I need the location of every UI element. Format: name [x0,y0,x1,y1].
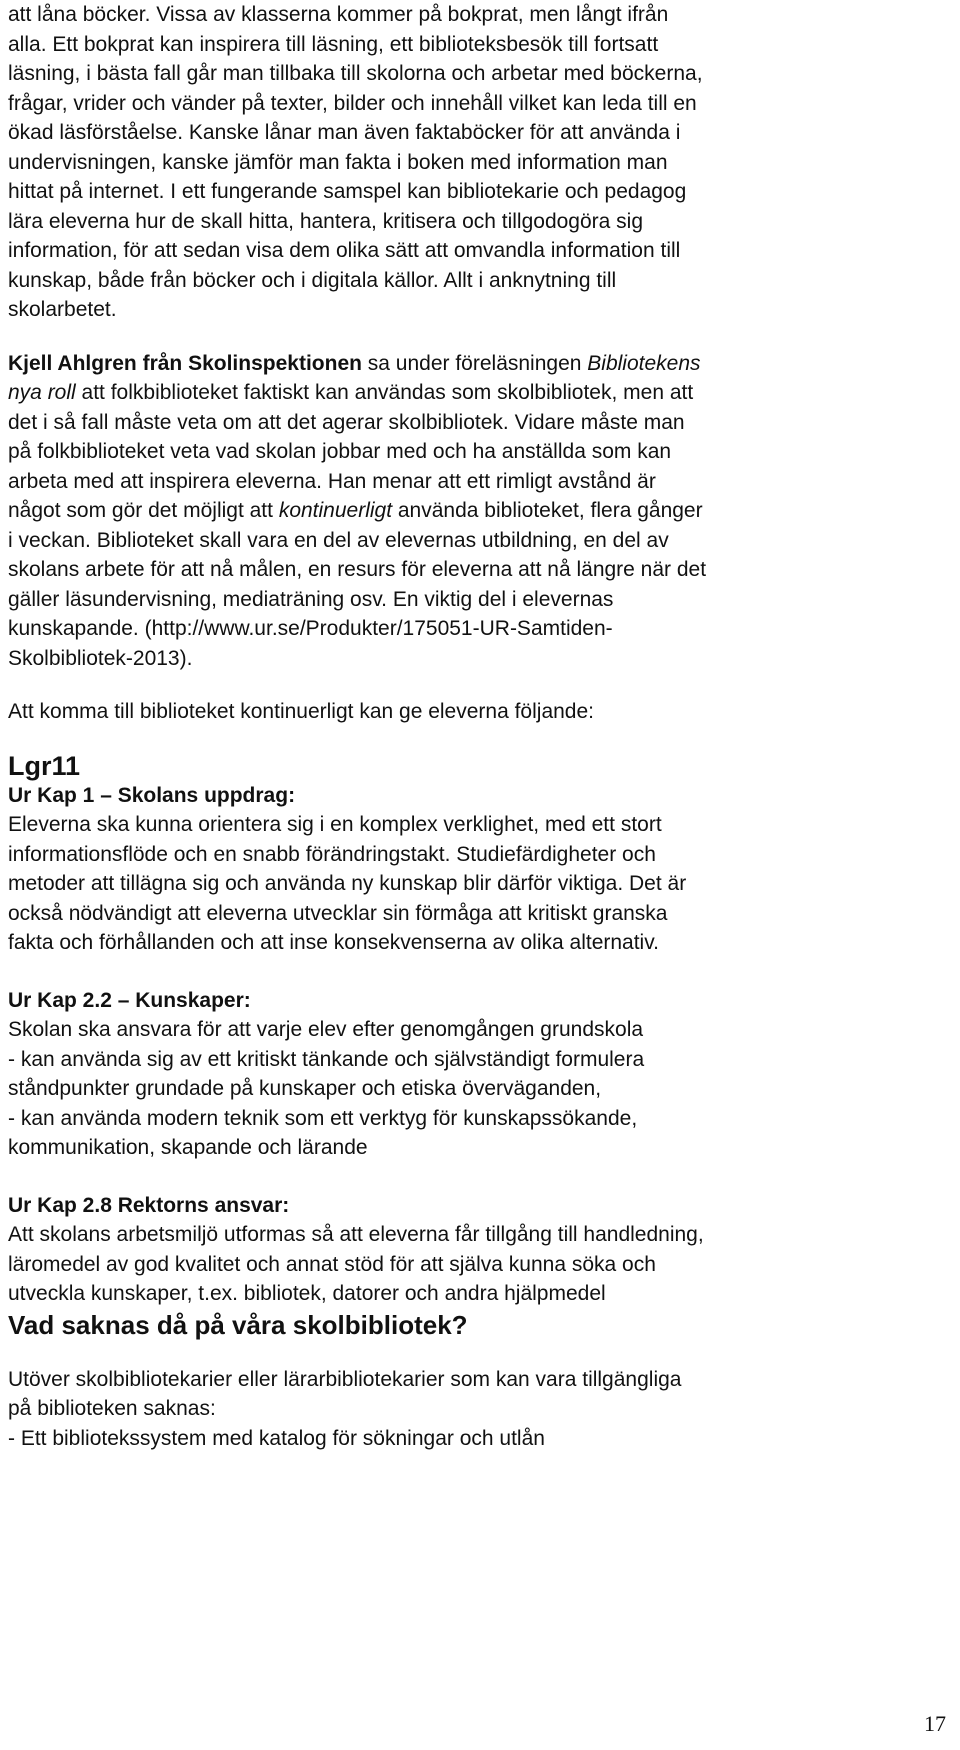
text-line: på folkbiblioteket veta vad skolan jobbar med och ha anställda som kan [8,440,672,463]
text-line [8,378,952,408]
emphasis: kontinuerligt [278,499,393,522]
lgr11-section [8,751,952,1309]
text-line: gäller läsundervisning, mediaträning osv. En viktig del i elevernas [8,587,614,611]
speaker-name: Kjell Ahlgren från Skolinspektionen [8,351,362,375]
text-line: arbeta med att inspirera eleverna. Han menar att ett rimligt avstånd är [8,469,656,493]
text-line: kunskapande. (http://www.ur.se/Produkter/175051-UR-Samtiden- [8,617,613,640]
text-line: skolans arbete för att nå målen, en resurs för eleverna att nå längre när det [8,558,707,581]
page-number: 17 [924,1711,946,1736]
text-line: Utöver skolbibliotekarier eller lärarbibliotekarier som kan vara tillgängliga [8,1367,682,1391]
section-heading: Vad saknas då på våra skolbibliotek? [8,1309,468,1340]
text-line: i veckan. Biblioteket skall vara en del av elevernas utbildning, en del av [8,528,669,552]
text-line: metoder att tillägna sig och använda ny kunskap blir därför viktiga. Det är [8,872,687,895]
text-line: lära eleverna hur de skall hitta, hantera, kritisera och tillgodogöra sig [8,209,644,233]
text-line: också nödvändigt att eleverna utvecklar sin förmåga att kritiskt granska [8,901,668,925]
text-line: alla. Ett bokprat kan inspirera till läsning, ett biblioteksbesök till fortsatt [8,32,659,56]
text-line: ståndpunkter grundade på kunskaper och etiska överväganden, [8,1077,602,1100]
text-line: på biblioteken saknas: [8,1397,216,1420]
section-title: Lgr11 [8,750,81,781]
text-line: ökad läsförståelse. Kanske lånar man även faktaböcker för att använda i [8,121,681,144]
paragraph-bokprat [8,0,952,325]
text-line: att låna böcker. Vissa av klasserna kommer på bokprat, men långt ifrån [8,3,669,26]
lecture-title-cont: nya roll [8,381,76,404]
document-page [8,0,952,1453]
text-line: det i så fall måste veta om att det agerar skolbibliotek. Vidare måste man [8,410,685,434]
text-line: Eleverna ska kunna orientera sig i en komplex verklighet, med ett stort [8,813,662,836]
text-line: kunskap, både från böcker och i digitala källor. Allt i anknytning till [8,268,617,292]
intro-line: Att komma till biblioteket kontinuerligt kan ge eleverna följande: [8,700,594,723]
text-line: Skolan ska ansvara för att varje elev efter genomgången grundskola [8,1018,644,1041]
text-line [8,349,952,379]
text-line: kommunikation, skapande och lärande [8,1136,368,1159]
text-span: att folkbiblioteket faktiskt kan användas som skolbibliotek, men att [75,381,694,404]
subsection-heading: Ur Kap 2.8 Rektorns ansvar: [8,1193,290,1217]
paragraph-kjell-ahlgren [8,349,952,674]
text-line: läsning, i bästa fall går man tillbaka till skolorna och arbetar med böckerna, [8,62,703,85]
text-line: information, för att sedan visa dem olika sätt att omvandla information till [8,239,681,262]
text-line: frågar, vrider och vänder på texter, bilder och innehåll vilket kan leda till en [8,91,697,115]
text-line: Att skolans arbetsmiljö utformas så att eleverna får tillgång till handledning, [8,1223,704,1246]
text-line: - Ett bibliotekssystem med katalog för sökningar och utlån [8,1426,545,1450]
text-line [8,496,952,526]
text-line: fakta och förhållanden och att inse konsekvenserna av olika alternativ. [8,931,659,954]
text-line: utveckla kunskaper, t.ex. bibliotek, datorer och andra hjälpmedel [8,1282,606,1305]
text-line: informationsflöde och en snabb förändringstakt. Studiefärdigheter och [8,842,656,866]
text-line: läromedel av god kvalitet och annat stöd för att själva kunna söka och [8,1252,656,1276]
text-line: undervisningen, kanske jämför man fakta i boken med information man [8,150,668,174]
text-line: - kan använda sig av ett kritiskt tänkande och självständigt formulera [8,1047,645,1071]
missing-section [8,1309,952,1454]
text-span: sa under föreläsningen [361,351,588,375]
text-span: något som gör det möjligt att [8,499,279,522]
text-line: skolarbetet. [8,298,117,321]
text-line: Skolbibliotek-2013). [8,646,193,670]
lecture-title: Bibliotekens [587,351,701,375]
subsection-heading: Ur Kap 1 – Skolans uppdrag: [8,783,296,807]
text-line: hittat på internet. I ett fungerande samspel kan bibliotekarie och pedagog [8,180,687,203]
text-span: använda biblioteket, flera gånger [392,499,703,522]
subsection-heading: Ur Kap 2.2 – Kunskaper: [8,988,251,1012]
text-line: - kan använda modern teknik som ett verktyg för kunskapssökande, [8,1106,638,1130]
